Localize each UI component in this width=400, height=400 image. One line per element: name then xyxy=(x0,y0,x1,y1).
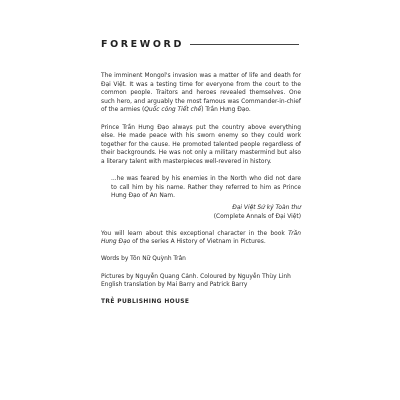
quote-source-subtitle: (Complete Annals of Đại Việt) xyxy=(213,213,301,220)
paragraph-intro-text: The imminent Mongol's invasion was a matter of life and death for Đại Việt. It was a testing time for everyone from the court to the common people. Traitors and heroes revealed themselves. One such hero, and arguably the most famous was Commander-in-chief of the armies ( xyxy=(101,73,301,114)
quote-block xyxy=(111,175,301,221)
quote-source-title: Đại Việt Sử ký Toàn thư xyxy=(232,204,301,211)
page-title: FOREWORD xyxy=(101,39,184,50)
foreword-header xyxy=(101,39,299,50)
credit-translation: English translation by Mai Barry and Patrick Barry xyxy=(101,282,248,289)
paragraph-intro-end: ) Trần Hưng Đạo. xyxy=(201,107,251,114)
credits-block xyxy=(101,255,301,289)
paragraph-intro xyxy=(101,72,301,115)
paragraph-series-italic: Trần Hưng Đạo xyxy=(101,230,301,246)
credit-pictures: Pictures by Nguyễn Quang Cảnh. Coloured by Nguyễn Thùy Linh xyxy=(101,273,291,280)
quote-source xyxy=(111,204,301,221)
credit-words: Words by Tôn Nữ Quỳnh Trân xyxy=(101,256,186,263)
paragraph-series-end: of the series A History of Vietnam in Pictures. xyxy=(130,239,266,246)
foreword-body xyxy=(101,72,301,307)
paragraph-series-text: You will learn about this exceptional character in the book xyxy=(101,230,289,237)
paragraph-intro-italic: Quốc công Tiết chế xyxy=(144,107,202,114)
quote-text: ...he was feared by his enemies in the North who did not dare to call him by his name. Rather they referred to him as Prince Hưng Đạo of An Nam. xyxy=(111,176,301,200)
header-rule xyxy=(190,44,299,45)
paragraph-prince: Prince Trần Hưng Đạo always put the country above everything else. He made peace with his sworn enemy so they could work together for the cause. He promoted talented people regardless of their backgrounds. He was not only a military mastermind but also a literary talent with masterpieces well-revered in history. xyxy=(101,124,301,165)
publisher-name: TRẺ PUBLISHING HOUSE xyxy=(101,299,190,306)
paragraph-series xyxy=(101,230,301,247)
